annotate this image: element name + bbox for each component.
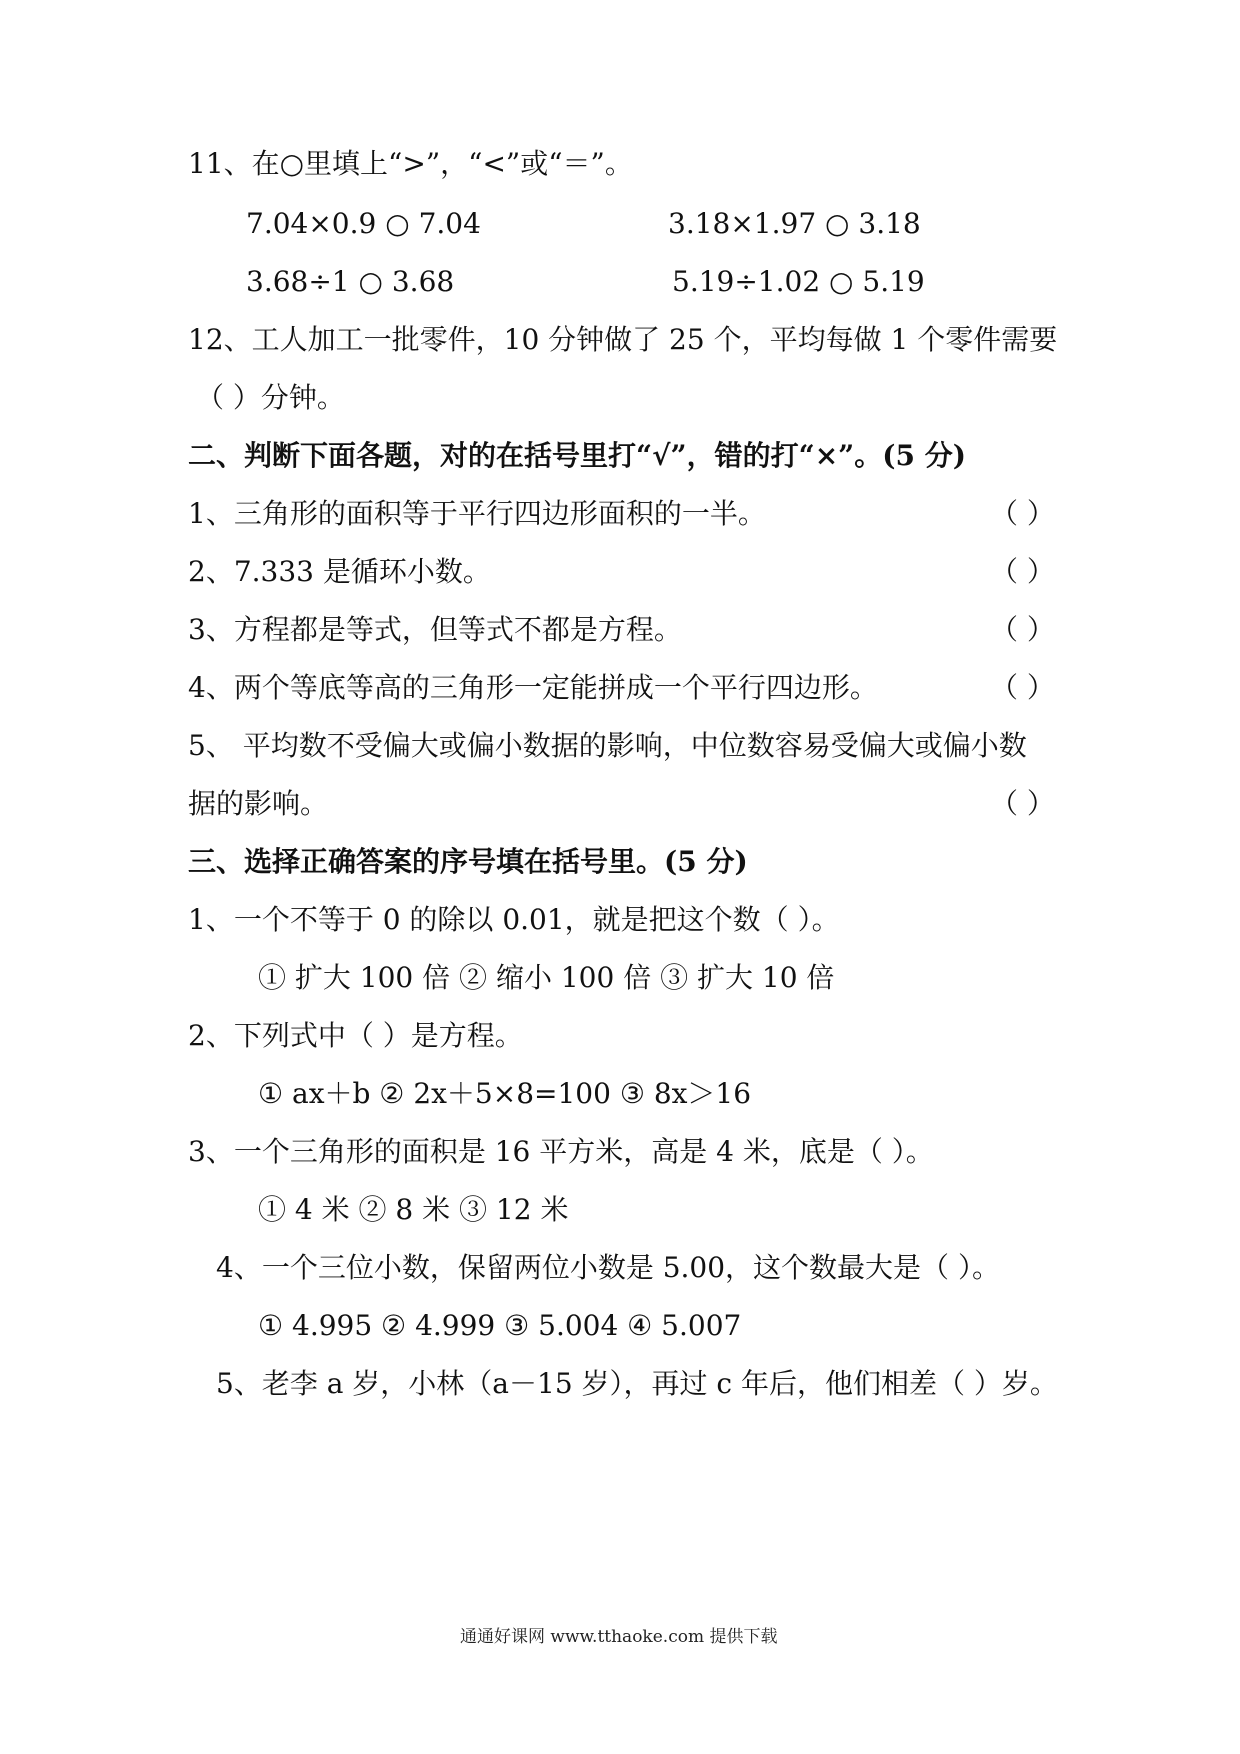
choice-q3-options: ① 4 米 ② 8 米 ③ 12 米: [258, 1193, 569, 1226]
judge-blank-4: （ ）: [990, 671, 1055, 704]
judge-item-1: 1、三角形的面积等于平行四边形面积的一半。: [188, 497, 766, 530]
judge-item-2: 2、7.333 是循环小数。: [188, 555, 491, 588]
judge-item-5-line2: 据的影响。: [188, 787, 329, 820]
choice-q2: 2、下列式中（ ）是方程。: [188, 1019, 523, 1052]
compare-3-68: 3.68÷1 ○ 3.68: [246, 265, 455, 298]
judge-item-5-line1: 5、 平均数不受偏大或偏小数据的影响，中位数容易受偏大或偏小数: [188, 729, 1027, 762]
compare-5-19: 5.19÷1.02 ○ 5.19: [672, 265, 925, 298]
compare-3-18: 3.18×1.97 ○ 3.18: [668, 207, 921, 240]
question-11-title: 11、在○里填上“>”，“<”或“＝”。: [188, 147, 633, 180]
footer-source: 通通好课网 www.tthaoke.com 提供下载: [460, 1627, 778, 1647]
choice-q3: 3、一个三角形的面积是 16 平方米，高是 4 米，底是（ ）。: [188, 1135, 934, 1168]
judge-blank-1: （ ）: [990, 497, 1055, 530]
choice-q5: 5、老李 a 岁，小林（a－15 岁），再过 c 年后，他们相差（ ）岁。: [216, 1367, 1058, 1400]
judge-blank-5: （ ）: [990, 787, 1055, 820]
judge-blank-2: （ ）: [990, 555, 1055, 588]
question-12-line2: （ ）分钟。: [196, 381, 345, 414]
question-12-line1: 12、工人加工一批零件，10 分钟做了 25 个，平均每做 1 个零件需要: [188, 323, 1058, 356]
section-3-heading: 三、选择正确答案的序号填在括号里。(5 分): [188, 845, 748, 878]
choice-q1: 1、一个不等于 0 的除以 0.01，就是把这个数（ ）。: [188, 903, 840, 936]
judge-blank-3: （ ）: [990, 613, 1055, 646]
choice-q1-options: ① 扩大 100 倍 ② 缩小 100 倍 ③ 扩大 10 倍: [258, 961, 835, 994]
choice-q2-options: ① ax＋b ② 2x＋5×8=100 ③ 8x＞16: [258, 1077, 752, 1110]
judge-item-4: 4、两个等底等高的三角形一定能拼成一个平行四边形。: [188, 671, 878, 704]
judge-item-3: 3、方程都是等式，但等式不都是方程。: [188, 613, 682, 646]
choice-q4: 4、一个三位小数，保留两位小数是 5.00，这个数最大是（ ）。: [216, 1251, 1000, 1284]
choice-q4-options: ① 4.995 ② 4.999 ③ 5.004 ④ 5.007: [258, 1309, 742, 1342]
section-2-heading: 二、判断下面各题，对的在括号里打“√”，错的打“×”。(5 分): [188, 439, 967, 472]
compare-7-04: 7.04×0.9 ○ 7.04: [246, 207, 481, 240]
